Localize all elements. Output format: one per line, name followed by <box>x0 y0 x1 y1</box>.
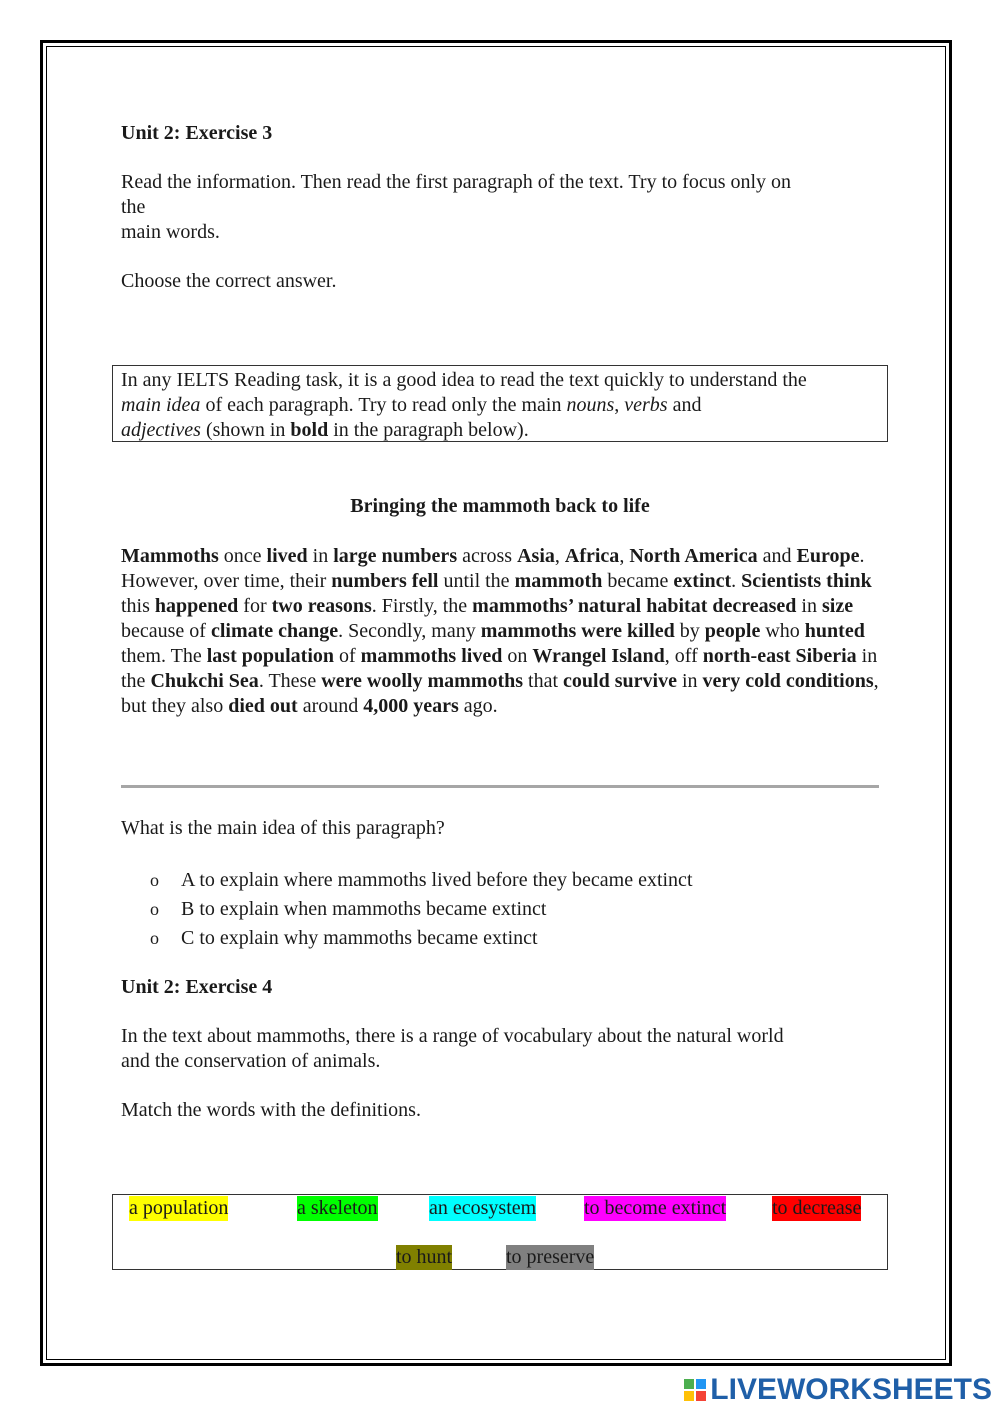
logo-square <box>684 1391 694 1401</box>
article-text: until the <box>438 570 515 592</box>
article-bold-word: Scientists think <box>741 570 872 592</box>
article-text: ago. <box>458 695 498 717</box>
article-text: who <box>760 620 805 642</box>
tip-comma: , <box>614 394 625 416</box>
tip-verbs: verbs <box>624 394 668 416</box>
article-text: , off <box>664 645 703 667</box>
liveworksheets-logo <box>684 1373 992 1407</box>
logo-square <box>684 1379 694 1389</box>
article-bold-word: mammoth <box>514 570 603 592</box>
article-bold-word: two reasons <box>271 595 372 617</box>
tip-main-idea: main idea <box>121 394 201 416</box>
article-bold-word: hunted <box>804 620 865 642</box>
option-a[interactable] <box>150 866 693 895</box>
article-text: by <box>674 620 705 642</box>
choose-instruction: Choose the correct answer. <box>121 270 337 292</box>
article-text: for <box>238 595 272 617</box>
word-an-ecosystem[interactable]: an ecosystem <box>429 1197 537 1219</box>
word-to-become-extinct[interactable]: to become extinct <box>584 1197 727 1219</box>
article-text: around <box>297 695 364 717</box>
article-text: that <box>523 670 564 692</box>
article-bold-word: Mammoths <box>121 545 219 567</box>
article-text: , but they also <box>121 670 879 717</box>
option-b-label: B to explain when mammoths became extinct <box>181 898 547 920</box>
article-bold-word: north-east Siberia <box>702 645 857 667</box>
article-bold-word: were woolly mammoths <box>321 670 524 692</box>
answer-options <box>150 866 693 953</box>
article-bold-word: numbers fell <box>331 570 439 592</box>
tip-text-mid: of each paragraph. Try to read only the main <box>200 394 567 416</box>
radio-bullet-icon[interactable]: o <box>150 870 159 890</box>
article-text: . Firstly, the <box>371 595 473 617</box>
logo-square <box>696 1391 706 1401</box>
match-instruction: Match the words with the definitions. <box>121 1099 421 1121</box>
article-text: in <box>676 670 703 692</box>
exercise-3-heading: Unit 2: Exercise 3 <box>121 122 273 144</box>
ielts-tip-box <box>112 365 888 442</box>
article-bold-word: large numbers <box>333 545 458 567</box>
article-title: Bringing the mammoth back to life <box>350 495 650 517</box>
article-bold-word: mammoths were killed <box>480 620 675 642</box>
option-c-label: C to explain why mammoths became extinct <box>181 927 538 949</box>
word-to-hunt[interactable]: to hunt <box>396 1246 453 1268</box>
article-text: because of <box>121 620 211 642</box>
exercise-4-section <box>121 975 881 1123</box>
article-bold-word: mammoths lived <box>360 645 503 667</box>
article-text: in <box>796 595 822 617</box>
exercise-4-line-1: In the text about mammoths, there is a range of vocabulary about the natural world <box>121 1025 784 1047</box>
article-text: became <box>602 570 674 592</box>
article-text: on <box>502 645 533 667</box>
option-c[interactable] <box>150 924 693 953</box>
article-bold-word: mammoths’ natural habitat decreased <box>472 595 797 617</box>
article-bold-word: Africa <box>564 545 620 567</box>
word-a-population[interactable]: a population <box>129 1197 229 1219</box>
logo-square <box>696 1379 706 1389</box>
tip-bold: bold <box>290 419 329 441</box>
tip-nouns: nouns <box>566 394 615 416</box>
exercise-4-heading: Unit 2: Exercise 4 <box>121 976 273 998</box>
article-bold-word: Chukchi Sea <box>150 670 259 692</box>
article-bold-word: happened <box>154 595 239 617</box>
article-text: . However, over time, their <box>121 545 865 592</box>
tip-and: and <box>667 394 702 416</box>
question-text: What is the main idea of this paragraph? <box>121 817 445 839</box>
article-text: this <box>121 595 155 617</box>
article-text: . <box>731 570 742 592</box>
article-bold-word: last population <box>206 645 334 667</box>
tip-line-1: In any IELTS Reading task, it is a good idea to read the text quickly to understand the <box>121 369 807 391</box>
article-paragraph <box>121 544 881 719</box>
article-text: and <box>757 545 797 567</box>
article-text: , <box>619 545 630 567</box>
exercise-4-line-2: and the conservation of animals. <box>121 1050 381 1072</box>
logo-squares-icon <box>684 1379 706 1401</box>
article-bold-word: size <box>821 595 854 617</box>
article-text: , <box>554 545 565 567</box>
option-b[interactable] <box>150 895 693 924</box>
article-text: . These <box>258 670 322 692</box>
article-bold-word: Wrangel Island <box>532 645 665 667</box>
article-text: in <box>307 545 334 567</box>
exercise-4-description <box>121 1024 881 1074</box>
radio-bullet-icon[interactable]: o <box>150 928 159 948</box>
article-bold-word: extinct <box>673 570 732 592</box>
word-to-decrease[interactable]: to decrease <box>772 1197 862 1219</box>
tip-adjectives: adjectives <box>121 419 201 441</box>
word-a-skeleton[interactable]: a skeleton <box>297 1197 378 1219</box>
logo-brand-text: LIVEWORKSHEETS <box>710 1373 992 1406</box>
exercise-3-section <box>121 121 881 294</box>
exercise-3-instruction <box>121 170 881 245</box>
article-bold-word: Asia <box>517 545 555 567</box>
instruction-line-1: Read the information. Then read the first paragraph of the text. Try to focus only on <box>121 171 792 193</box>
article-bold-word: people <box>704 620 761 642</box>
article-bold-word: Europe <box>796 545 860 567</box>
article-text: in the <box>121 645 878 692</box>
article-text: of <box>334 645 361 667</box>
article-bold-word: very cold conditions <box>702 670 874 692</box>
article-bold-word: North America <box>629 545 758 567</box>
section-divider <box>121 785 879 788</box>
article-text: them. The <box>121 645 207 667</box>
article-text: . Secondly, many <box>338 620 481 642</box>
word-to-preserve[interactable]: to preserve <box>506 1246 595 1268</box>
article-bold-word: climate change <box>210 620 339 642</box>
article-bold-word: 4,000 years <box>363 695 459 717</box>
word-bank <box>112 1194 888 1270</box>
article-bold-word: could survive <box>563 670 677 692</box>
radio-bullet-icon[interactable]: o <box>150 899 159 919</box>
article-bold-word: lived <box>266 545 308 567</box>
instruction-line-3: main words. <box>121 221 220 243</box>
tip-below: in the paragraph below). <box>328 419 529 441</box>
option-a-label: A to explain where mammoths lived before they became extinct <box>181 869 693 891</box>
instruction-line-2: the <box>121 196 146 218</box>
article-text: once <box>218 545 267 567</box>
article-bold-word: died out <box>228 695 298 717</box>
tip-shown-in: (shown in <box>200 419 291 441</box>
article-text: across <box>457 545 518 567</box>
